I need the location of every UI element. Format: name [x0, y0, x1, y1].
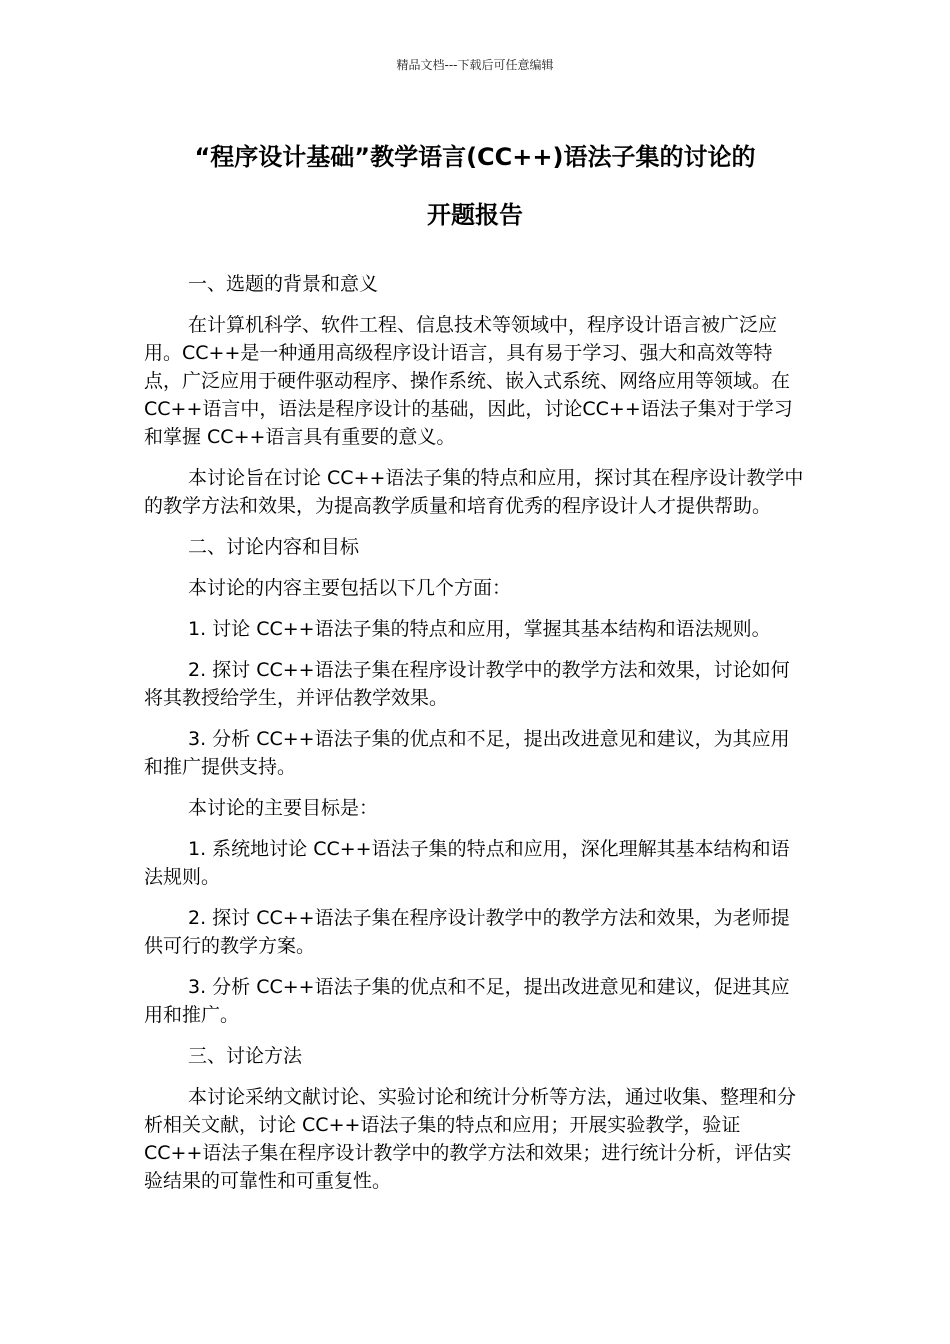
- document-body: [144, 270, 806, 1208]
- paragraph-content-intro: 本讨论的内容主要包括以下几个方面：: [188, 577, 512, 599]
- section-heading-content: 二、讨论内容和目标: [188, 536, 360, 558]
- content-item-2: 2. 探讨 CC++语法子集在程序设计教学中的教学方法和效果，讨论如何将其教授给学生，并评估教学效果。: [144, 659, 790, 709]
- page-header: 精品文档---下载后可任意编辑: [396, 58, 554, 72]
- title-line-2: 开题报告: [427, 201, 523, 229]
- document-title: [110, 128, 840, 244]
- paragraph-background: 在计算机科学、软件工程、信息技术等领域中，程序设计语言被广泛应用。CC++是一种通用高级程序设计语言，具有易于学习、强大和高效等特点，广泛应用于硬件驱动程序、操作系统、嵌入式系统、网络应用等领域。在 CC++语言中，语法是程序设计的基础，因此，讨论CC++语法子集对于学习和掌握 CC++语言具有重要的意义。: [144, 314, 793, 448]
- section-heading-method: 三、讨论方法: [188, 1045, 303, 1067]
- title-line-1: “程序设计基础”教学语言(CC++)语法子集的讨论的: [194, 143, 756, 171]
- paragraph-purpose: 本讨论旨在讨论 CC++语法子集的特点和应用，探讨其在程序设计教学中的教学方法和效果，为提高教学质量和培育优秀的程序设计人才提供帮助。: [144, 467, 804, 517]
- content-item-3: 3. 分析 CC++语法子集的优点和不足，提出改进意见和建议，为其应用和推广提供支持。: [144, 728, 790, 778]
- paragraph-goals-intro: 本讨论的主要目标是：: [188, 797, 379, 819]
- goal-item-1: 1. 系统地讨论 CC++语法子集的特点和应用，深化理解其基本结构和语法规则。: [144, 838, 790, 888]
- goal-item-2: 2. 探讨 CC++语法子集在程序设计教学中的教学方法和效果，为老师提供可行的教学方案。: [144, 907, 790, 957]
- section-heading-background: 一、选题的背景和意义: [188, 273, 379, 295]
- paragraph-method: 本讨论采纳文献讨论、实验讨论和统计分析等方法，通过收集、整理和分析相关文献，讨论 CC++语法子集的特点和应用；开展实验教学，验证 CC++语法子集在程序设计教学中的教学方法和效果；进行统计分析，评估实验结果的可靠性和可重复性。: [144, 1086, 797, 1192]
- goal-item-3: 3. 分析 CC++语法子集的优点和不足，提出改进意见和建议，促进其应用和推广。: [144, 976, 790, 1026]
- content-item-1: 1. 讨论 CC++语法子集的特点和应用，掌握其基本结构和语法规则。: [188, 618, 771, 640]
